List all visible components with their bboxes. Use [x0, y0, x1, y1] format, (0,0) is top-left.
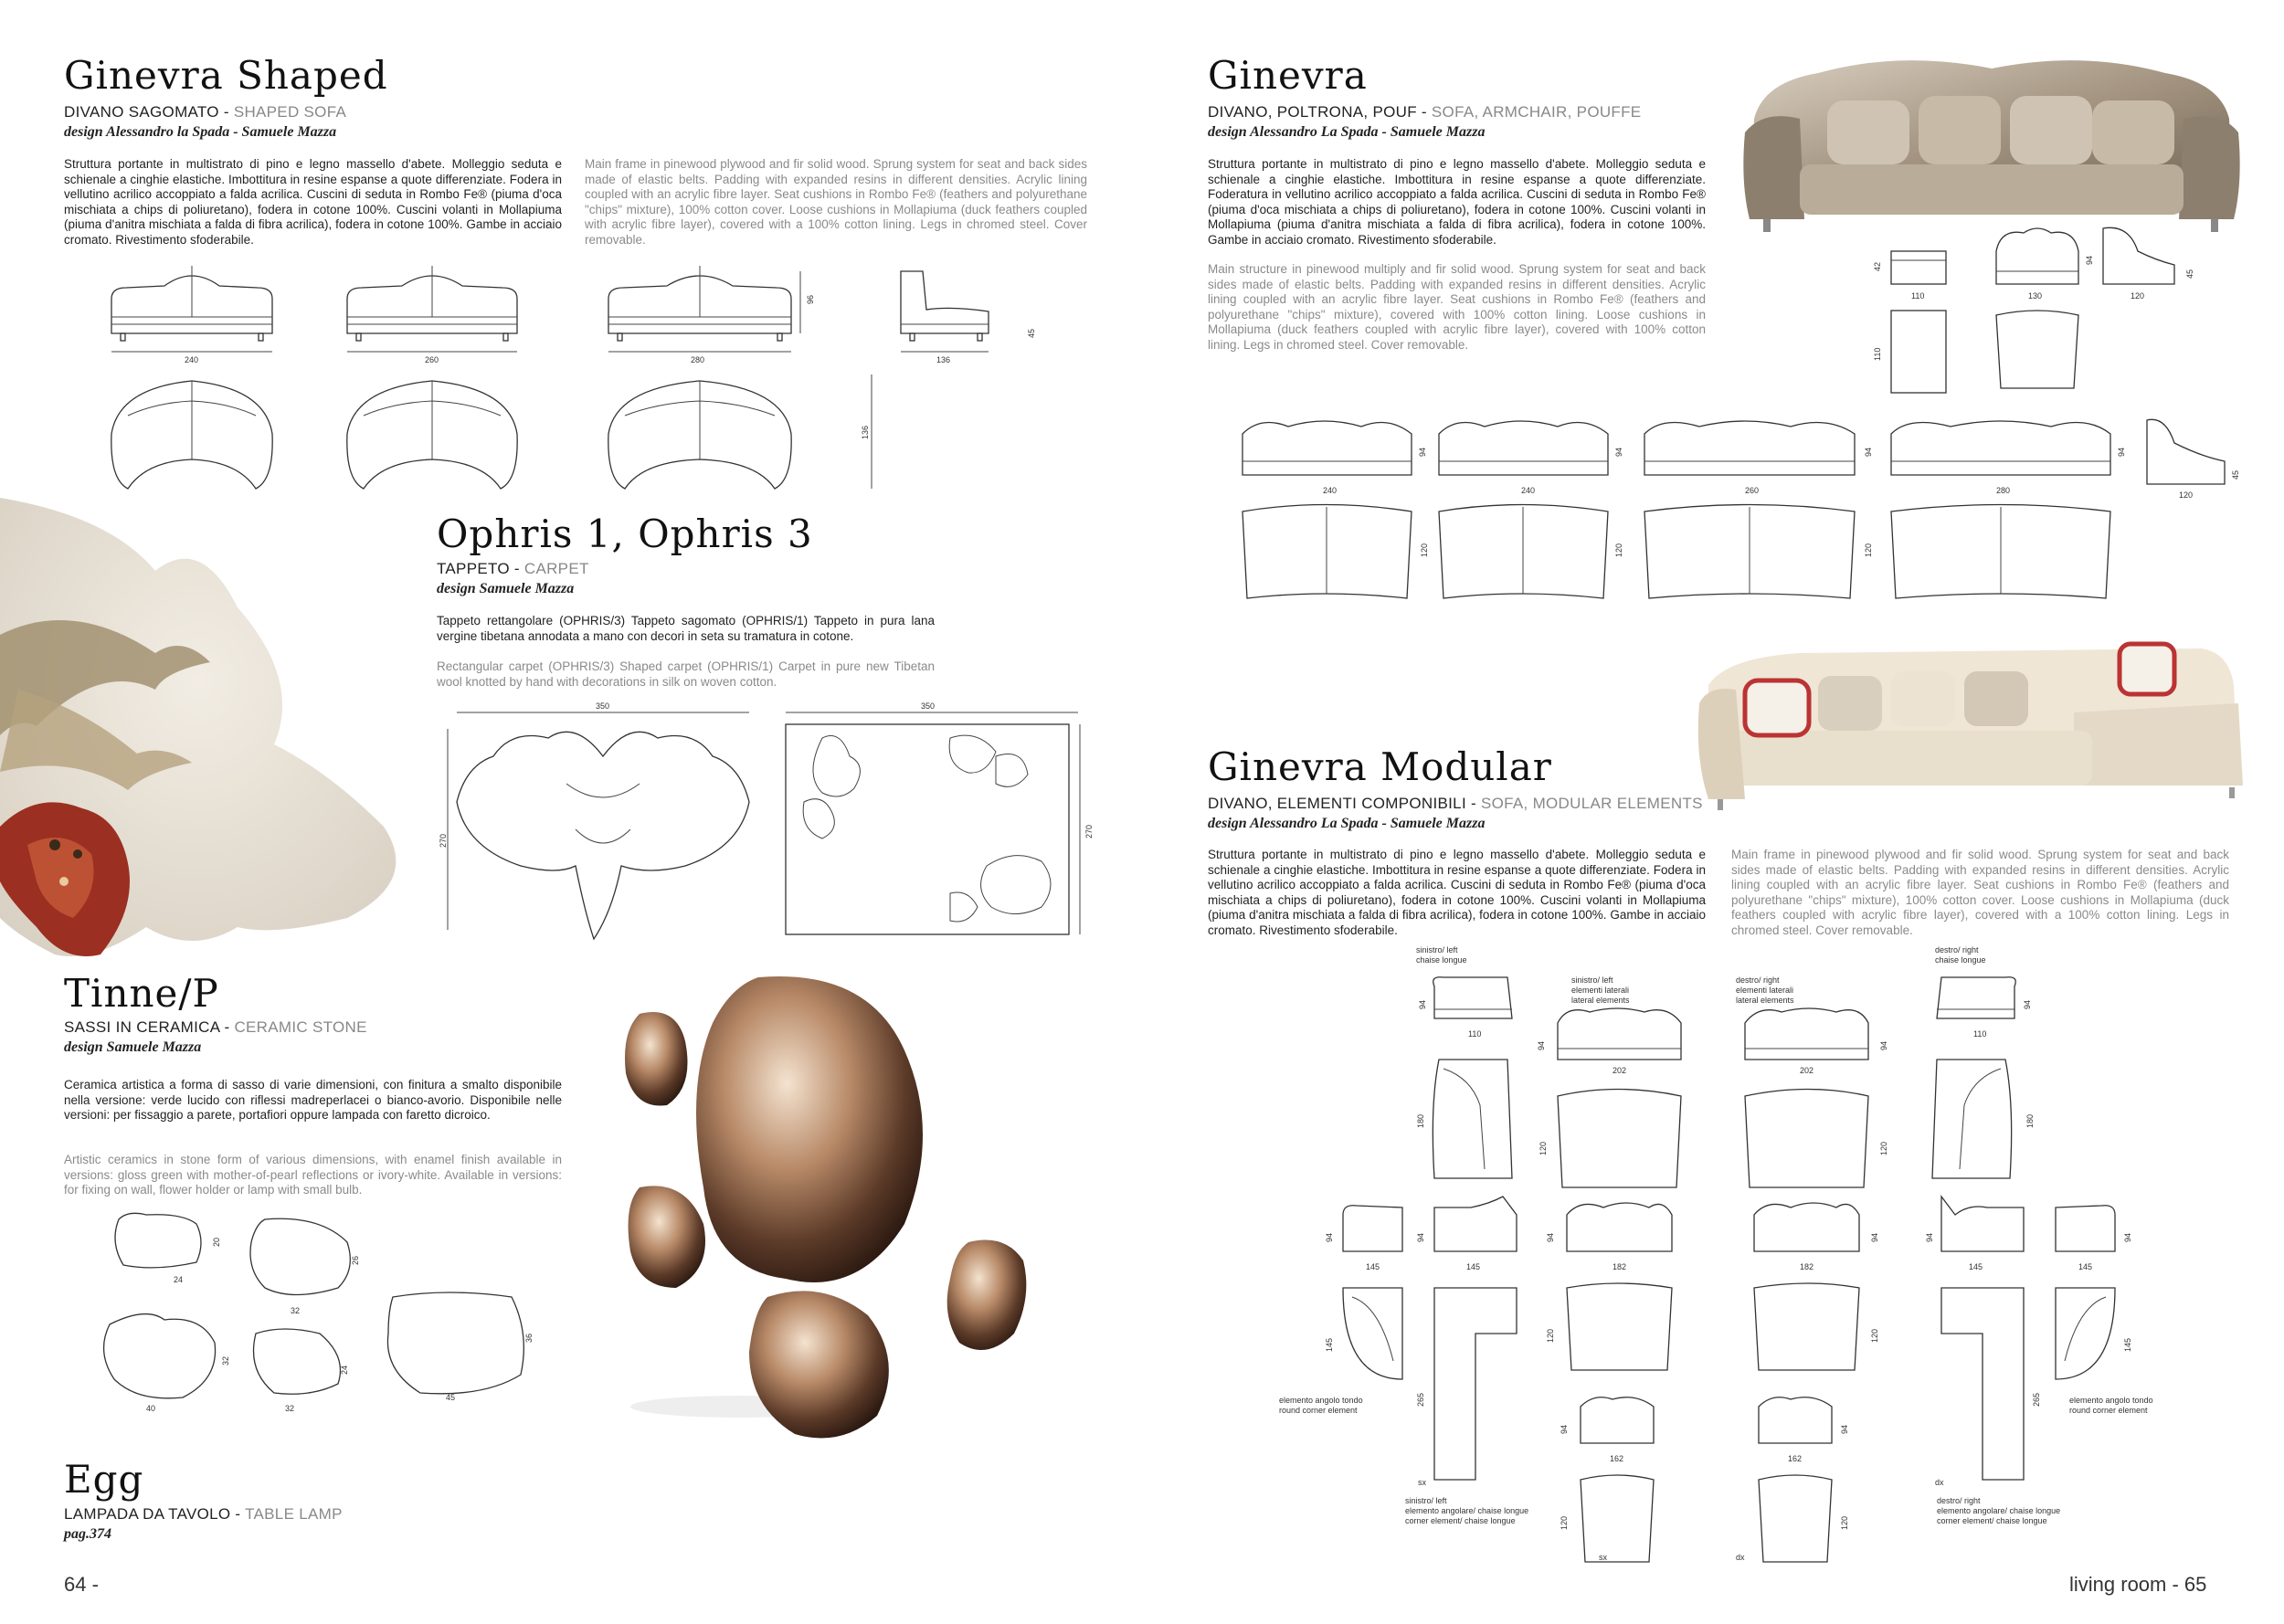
dim-a-h: 20	[212, 1237, 221, 1247]
chaise-left-element	[1416, 977, 1512, 1178]
dim-ll-w: 202	[1613, 1066, 1627, 1075]
dim-m2-h: 94	[1870, 1232, 1879, 1242]
dim-c-w: 40	[146, 1404, 156, 1413]
orchid-carpet-image	[0, 498, 457, 973]
dim-a-w: 24	[174, 1275, 184, 1284]
ginevra-shaped-text-en: Main frame in pinewood plywood and fir solid wood. Sprung system for seat and back sides made of elastic belts. Padding with expanded resins in different densities. Acrylic lining coupled with an acrylic fibre layer. Seat cushions in Rombo Fe® (feathers and polyurethane "chips" mixture), 100% cotton cover. Loose cushions in Mollapiuma (duck feathers coupled with acrylic fibre layer), covered with a 100% cotton lining. Legs in chromed steel. Cover removable.	[585, 157, 1087, 247]
dim-ophris-w2: 350	[921, 701, 936, 711]
dim-e-h: 36	[524, 1333, 534, 1343]
ginevra-modular-photo	[1690, 630, 2247, 813]
sofa-front-260	[347, 266, 517, 364]
dim-lr-d: 120	[1879, 1141, 1888, 1155]
dim-cor-h: 94	[1925, 1232, 1934, 1242]
egg-page-ref: pag.374	[64, 1526, 111, 1542]
sofa-side	[901, 271, 1036, 364]
ginevra-modular-title: Ginevra Modular	[1208, 744, 1552, 789]
label-chaise-right: destro/ right chaise longue	[1935, 945, 1986, 965]
ginevra-subtitle	[1208, 103, 1641, 121]
dim-cl-h: 94	[1418, 999, 1427, 1009]
left-folio: 64 -	[64, 1573, 99, 1596]
ginevra-modular-design: design Alessandro La Spada - Samuele Mazza	[1208, 816, 1486, 831]
label-sx-bottom: sx	[1599, 1553, 1607, 1562]
label-dx: dx	[1935, 1478, 1944, 1487]
dim-cl-w: 110	[1468, 1029, 1482, 1039]
ginevra-sofa-photo	[1736, 46, 2247, 224]
dim-co-h: 94	[1416, 1232, 1425, 1242]
tinne-subtitle	[64, 1018, 367, 1037]
label-sx: sx	[1418, 1478, 1426, 1487]
subtitle-en: CARPET	[523, 560, 589, 577]
subtitle-en: CERAMIC STONE	[234, 1018, 367, 1036]
ginevra-title: Ginevra	[1208, 53, 1368, 98]
ginevra-design: design Alessandro La Spada - Samuele Mazza	[1208, 124, 1486, 140]
dim-b1-h: 94	[1560, 1424, 1569, 1434]
tinne-drawings	[82, 1206, 557, 1416]
dim-d-w: 32	[285, 1404, 295, 1413]
subtitle-it: DIVANO, POLTRONA, POUF -	[1208, 103, 1432, 121]
dim-pouf-d: 110	[1873, 347, 1882, 361]
ceramic-stones-photo	[566, 950, 1133, 1461]
dim-ophris-h2: 270	[1084, 824, 1094, 838]
dim-pouf-w: 110	[1911, 291, 1925, 301]
right-folio: living room - 65	[2069, 1573, 2207, 1596]
ginevra-modular-text-en: Main frame in pinewood plywood and fir solid wood. Sprung system for seat and back sides made of elastic belts. Padding with expanded resins in different densities. Acrylic lining coupled with an acrylic fibre layer. Seat cushions in Rombo Fe® (feathers and polyurethane "chips" mixture), 100% cotton cover. Loose cushions in Mollapiuma (duck feathers coupled with acrylic fibre layer), covered with a 100% cotton lining. Legs in chromed steel. Cover removable.	[1731, 848, 2229, 937]
label-corner-left: sinistro/ left elemento angolare/ chaise longue corner element/ chaise longue	[1405, 1496, 1529, 1525]
dim-m1-w: 182	[1613, 1262, 1627, 1271]
dim-sh1: 94	[1418, 447, 1427, 457]
dim-depth: 136	[936, 355, 951, 364]
tinne-text-en: Artistic ceramics in stone form of various dimensions, with enamel finish available in versions: gloss green with mother-of-pearl reflections or ivory-white. Available in versions: for fixing on wall, flower holder or lamp with small bulb.	[64, 1153, 562, 1197]
dim-rc-w: 145	[1366, 1262, 1380, 1271]
subtitle-en: SOFA, MODULAR ELEMENTS	[1480, 795, 1703, 812]
dim-cl-d: 180	[1416, 1113, 1425, 1128]
dim-sd1: 120	[1420, 543, 1429, 557]
tinne-text-it: Ceramica artistica a forma di sasso di varie dimensioni, con finitura a smalto disponibile nella versione: verde lucido con riflessi madreperlacei o bianco-avorio. Disponibile nelle versioni: per fissaggio a parete, portafiori oppure lampada con faretto dicroico.	[64, 1078, 562, 1122]
dim-cor-d: 265	[2032, 1392, 2041, 1407]
ophris-design: design Samuele Mazza	[437, 581, 575, 596]
dim-b1-w: 162	[1610, 1454, 1624, 1463]
dim-h: 96	[806, 294, 815, 304]
dim-seat: 45	[1027, 328, 1036, 338]
ophris-subtitle	[437, 560, 589, 578]
dim-b1-d: 120	[1560, 1515, 1569, 1530]
subtitle-it: DIVANO SAGOMATO -	[64, 103, 234, 121]
ginevra-plan-views	[1242, 505, 2110, 599]
corner-elements-row	[1325, 1197, 2132, 1480]
dim-arm-h: 94	[2085, 255, 2094, 265]
dim-pouf-h: 42	[1873, 261, 1882, 271]
label-round-corner-left: elemento angolo tondo round corner element	[1279, 1396, 1363, 1415]
sofa-front-280	[608, 266, 815, 364]
dim-cr-w: 110	[1973, 1029, 1987, 1039]
dim-sd3: 120	[1864, 543, 1873, 557]
dim-ll-d: 120	[1539, 1141, 1548, 1155]
label-round-corner-right: elemento angolo tondo round corner element	[2069, 1396, 2153, 1415]
dim-b2-d: 120	[1840, 1515, 1849, 1530]
subtitle-it: TAPPETO -	[437, 560, 524, 577]
dim-cor-w: 145	[1969, 1262, 1983, 1271]
subtitle-it: LAMPADA DA TAVOLO -	[64, 1505, 246, 1523]
ophris-text-en: Rectangular carpet (OPHRIS/3) Shaped carpet (OPHRIS/1) Carpet in pure new Tibetan wool knotted by hand with decorations in silk on woven cotton.	[437, 659, 935, 689]
dim-rcr-d: 145	[2123, 1337, 2132, 1352]
dim-cr-d: 180	[2025, 1113, 2035, 1128]
dim-m2-w: 182	[1800, 1262, 1814, 1271]
label-chaise-left: sinistro/ left chaise longue	[1416, 945, 1467, 965]
lateral-elements	[1537, 1008, 1888, 1187]
label-lateral-right: destro/ right elementi laterali lateral elements	[1736, 975, 1794, 1005]
ginevra-text-it: Struttura portante in multistrato di pino e legno massello d'abete. Molleggio seduta e schienale a cinghie elastiche. Imbottitura in resine espanse a quote differenziate. Foderatura in vellutino acrilico accoppiato a falda acrilica. Cuscini di seduta in Rombo Fe® (piuma d'oca mischiata a chips di poliuretano), fodera in cotone 100%. Cuscini volanti in Mollapiuma (piuma d'anitra mischiata a falda di fibra acrilica), fodera in cotone 100%. Gambe in acciaio cromato. Rivestimento sfoderabile.	[1208, 157, 1706, 247]
dim-c-h: 32	[221, 1355, 230, 1366]
dim-m2-d: 120	[1870, 1328, 1879, 1343]
dim-d-h: 24	[340, 1365, 349, 1375]
ginevra-sofa-drawings	[1233, 406, 2266, 612]
ginevra-text-en: Main structure in pinewood multiply and fir solid wood. Sprung system for seat and back sides made of elastic belts. Padding with expanded resins in different densities. Acrylic lining coupled with an acrylic fibre layer. Seat cushions in Rombo Fe® (feathers and polyurethane "chips" mixture), covered with 100% cotton lining. Loose cushions in Mollapiuma (duck feathers coupled with acrylic fibre layer), covered with 100% cotton lining. Legs in chromed steel. Cover removable.	[1208, 262, 1706, 352]
dim-e-w: 45	[446, 1393, 456, 1402]
ginevra-modular-text-it: Struttura portante in multistrato di pino e legno massello d'abete. Molleggio seduta e schienale a cinghie elastiche. Imbottitura in resine espanse a quote differenziate. Fodera in vellutino acrilico accoppiato a falda acrilica. Cuscini di seduta in Rombo Fe® (piuma d'oca mischiata a chips di poliuretano), fodera in cotone 100%. Cuscini volanti in Mollapiuma (piuma d'anitra mischiata a falda di fibra acrilica), fodera in cotone 100%. Gambe in acciaio cromato. Rivestimento sfoderabile.	[1208, 848, 1706, 937]
dim-ophris-h1: 270	[439, 833, 448, 848]
dim-s1: 240	[1323, 486, 1338, 495]
ginevra-shaped-text-it: Struttura portante in multistrato di pino e legno massello d'abete. Molleggio seduta e schienale a cinghie elastiche. Imbottitura in resine espanse a quote differenziate. Fodera in vellutino acrilico accoppiato a falda acrilica. Cuscini di seduta in Rombo Fe® (piuma d'oca mischiata a chips di poliuretano), fodera in cotone 100%. Cuscini volanti in Mollapiuma (piuma d'anitra mischiata a falda di fibra acrilica), fodera in cotone 100%. Gambe in acciaio cromato. Rivestimento sfoderabile.	[64, 157, 562, 247]
dim-s4: 280	[1996, 486, 2011, 495]
subtitle-en: TABLE LAMP	[245, 1505, 343, 1523]
dim-side2-w: 120	[2179, 490, 2194, 500]
subtitle-it: DIVANO, ELEMENTI COMPONIBILI -	[1208, 795, 1481, 812]
ginevra-modular-subtitle	[1208, 795, 1703, 813]
dim-lr-w: 202	[1800, 1066, 1814, 1075]
middle-162-elements	[1560, 1397, 1849, 1562]
sofa-front-240	[111, 266, 272, 364]
dim-co-d: 265	[1416, 1392, 1425, 1407]
dim-side2-h: 45	[2231, 469, 2240, 480]
dim-arm-w: 130	[2028, 291, 2043, 301]
dim-rc-d: 145	[1325, 1337, 1334, 1352]
ginevra-shaped-title: Ginevra Shaped	[64, 53, 388, 98]
dim-b2-w: 162	[1788, 1454, 1803, 1463]
egg-subtitle	[64, 1505, 343, 1524]
ginevra-shaped-drawings	[100, 260, 1036, 507]
dim-m1-h: 94	[1546, 1232, 1555, 1242]
ginevra-armchair-pouf-drawings	[1864, 215, 2247, 406]
dim-side-h: 45	[2185, 269, 2194, 279]
ginevra-shaped-design: design Alessandro la Spada - Samuele Mazza	[64, 124, 337, 140]
dim-b2-h: 94	[1840, 1424, 1849, 1434]
dim-w3: 280	[691, 355, 705, 364]
subtitle-en: SOFA, ARMCHAIR, POUFFE	[1431, 103, 1642, 121]
subtitle-it: SASSI IN CERAMICA -	[64, 1018, 235, 1036]
dim-sd2: 120	[1614, 543, 1623, 557]
ginevra-front-views	[1242, 419, 2240, 500]
dim-w2: 260	[425, 355, 439, 364]
dim-side-w: 120	[2131, 291, 2145, 301]
dim-b-w: 32	[291, 1306, 301, 1315]
tinne-design: design Samuele Mazza	[64, 1039, 202, 1055]
label-lateral-left: sinistro/ left elementi laterali lateral elements	[1571, 975, 1630, 1005]
dim-sh3: 94	[1864, 447, 1873, 457]
tinne-title: Tinne/P	[64, 971, 219, 1016]
dim-m1-d: 120	[1546, 1328, 1555, 1343]
ophris-drawings	[439, 701, 1096, 948]
dim-co-w: 145	[1466, 1262, 1481, 1271]
dim-lr-h: 94	[1879, 1040, 1888, 1050]
label-corner-right: destro/ right elemento angolare/ chaise longue corner element/ chaise longue	[1937, 1496, 2061, 1525]
ophris-text-it: Tappeto rettangolare (OPHRIS/3) Tappeto sagomato (OPHRIS/1) Tappeto in pura lana vergine tibetana annodata a mano con decori in seta su tramatura in cotone.	[437, 614, 935, 643]
modular-elements-drawings	[1252, 968, 2266, 1571]
dim-sh4: 94	[2117, 447, 2126, 457]
ophris-3-rect	[786, 701, 1094, 934]
dim-cr-h: 94	[2023, 999, 2032, 1009]
dim-ophris-w1: 350	[596, 701, 610, 711]
ophris-title: Ophris 1, Ophris 3	[437, 511, 813, 556]
dim-rcr-w: 145	[2078, 1262, 2093, 1271]
dim-rc-h: 94	[1325, 1232, 1334, 1242]
dim-w1: 240	[185, 355, 199, 364]
dim-ll-h: 94	[1537, 1040, 1546, 1050]
chaise-right-element	[1932, 977, 2035, 1178]
dim-rcr-h: 94	[2123, 1232, 2132, 1242]
dim-s3: 260	[1745, 486, 1760, 495]
dim-sh2: 94	[1614, 447, 1623, 457]
sofa-plans	[111, 374, 872, 489]
dim-depth-top: 136	[861, 425, 870, 439]
ophris-1-shaped	[439, 701, 749, 939]
subtitle-en: SHAPED SOFA	[233, 103, 347, 121]
label-dx-bottom: dx	[1736, 1553, 1745, 1562]
dim-s2: 240	[1521, 486, 1536, 495]
ginevra-shaped-subtitle	[64, 103, 346, 121]
dim-b-h: 26	[351, 1255, 360, 1265]
egg-title: Egg	[64, 1457, 144, 1502]
